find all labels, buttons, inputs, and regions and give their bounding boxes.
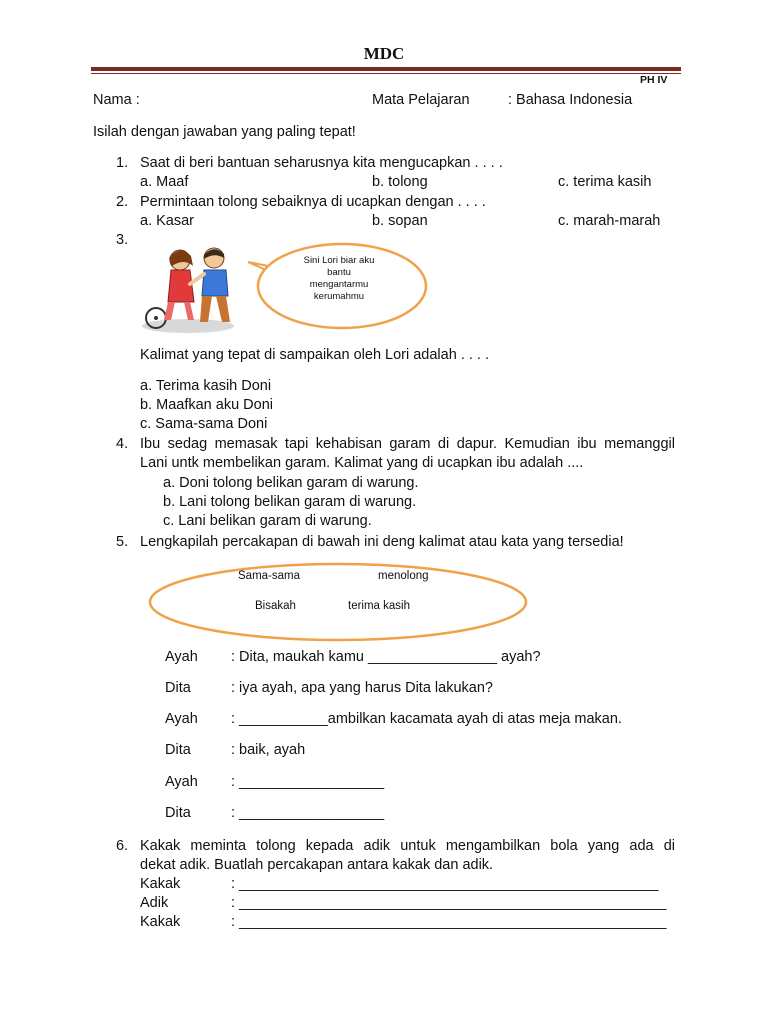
q3-text: Kalimat yang tepat di sampaikan oleh Lori adalah . . . . xyxy=(140,347,490,363)
dialog-speaker: Dita xyxy=(165,680,191,696)
page-title: MDC xyxy=(363,44,405,63)
dialog-line: : ___________ambilkan kacamata ayah di atas meja makan. xyxy=(231,711,622,727)
q4-option-b: b. Lani tolong belikan garam di warung. xyxy=(163,494,417,510)
dialog-speaker: Dita xyxy=(165,805,191,821)
word-bank-item: menolong xyxy=(378,570,429,582)
q2-option-c: c. marah-marah xyxy=(558,213,661,229)
q3-option-b: b. Maafkan aku Doni xyxy=(140,397,273,413)
word-bank-item: terima kasih xyxy=(348,600,410,612)
dialog-line: : _____________________________________________________ xyxy=(231,895,667,911)
dialog-speaker: Adik xyxy=(140,895,169,911)
q4-option-c: c. Lani belikan garam di warung. xyxy=(163,513,372,529)
dialog-line: : Dita, maukah kamu ________________ ayah? xyxy=(231,649,541,665)
q5-text: Lengkapilah percakapan di bawah ini deng kalimat atau kata yang tersedia! xyxy=(140,534,624,550)
q2-option-b: b. sopan xyxy=(372,213,428,229)
subject-label: Mata Pelajaran xyxy=(372,92,470,108)
word-bank-oval xyxy=(146,560,530,644)
q1-number: 1. xyxy=(116,155,129,171)
q1-option-c: c. terima kasih xyxy=(558,174,652,190)
instruction: Isilah dengan jawaban yang paling tepat! xyxy=(93,124,356,140)
q3-number: 3. xyxy=(116,232,129,248)
subject-value: : Bahasa Indonesia xyxy=(508,92,633,108)
dialog-line: : __________________ xyxy=(231,774,385,790)
dialog-line: : _____________________________________________________ xyxy=(231,914,667,930)
dialog-speaker: Kakak xyxy=(140,914,181,930)
word-bank-item: Sama-sama xyxy=(238,570,300,582)
word-bank-item: Bisakah xyxy=(255,600,296,612)
q6-text-line2: dekat adik. Buatlah percakapan antara kakak dan adik. xyxy=(140,857,494,873)
q4-text-line2: Lani untk membelikan garam. Kalimat yang di ucapkan ibu adalah .... xyxy=(140,455,584,471)
q2-number: 2. xyxy=(116,194,129,210)
q6-number: 6. xyxy=(116,838,129,854)
q3-option-c: c. Sama-sama Doni xyxy=(140,416,268,432)
q4-text-line1: Ibu sedag memasak tapi kehabisan garam di dapur. Kemudian ibu memanggil xyxy=(140,436,675,452)
dialog-line: : __________________ xyxy=(231,805,385,821)
dialog-line: : iya ayah, apa yang harus Dita lakukan? xyxy=(231,680,493,696)
header-rule-thin xyxy=(91,73,681,74)
q5-number: 5. xyxy=(116,534,129,550)
name-label: Nama : xyxy=(93,92,140,108)
dialog-line: : ____________________________________________________ xyxy=(231,876,659,892)
q4-option-a: a. Doni tolong belikan garam di warung. xyxy=(163,475,419,491)
class-code: PH IV xyxy=(640,74,668,86)
header-rule-thick xyxy=(91,67,681,71)
q1-option-b: b. tolong xyxy=(372,174,428,190)
dialog-speaker: Ayah xyxy=(165,649,198,665)
q2-text: Permintaan tolong sebaiknya di ucapkan dengan . . . . xyxy=(140,194,486,210)
dialog-speaker: Kakak xyxy=(140,876,181,892)
children-illustration xyxy=(138,240,258,336)
dialog-speaker: Ayah xyxy=(165,711,198,727)
q6-text-line1: Kakak meminta tolong kepada adik untuk mengambilkan bola yang ada di xyxy=(140,838,675,854)
q2-option-a: a. Kasar xyxy=(140,213,194,229)
q1-option-a: a. Maaf xyxy=(140,174,189,190)
speech-bubble-text: Sini Lori biar aku bantu mengantarmu kerumahmu xyxy=(303,255,375,302)
dialog-speaker: Ayah xyxy=(165,774,198,790)
q4-number: 4. xyxy=(116,436,129,452)
q1-text: Saat di beri bantuan seharusnya kita mengucapkan . . . . xyxy=(140,155,503,171)
q3-option-a: a. Terima kasih Doni xyxy=(140,378,272,394)
dialog-line: : baik, ayah xyxy=(231,742,306,758)
dialog-speaker: Dita xyxy=(165,742,191,758)
